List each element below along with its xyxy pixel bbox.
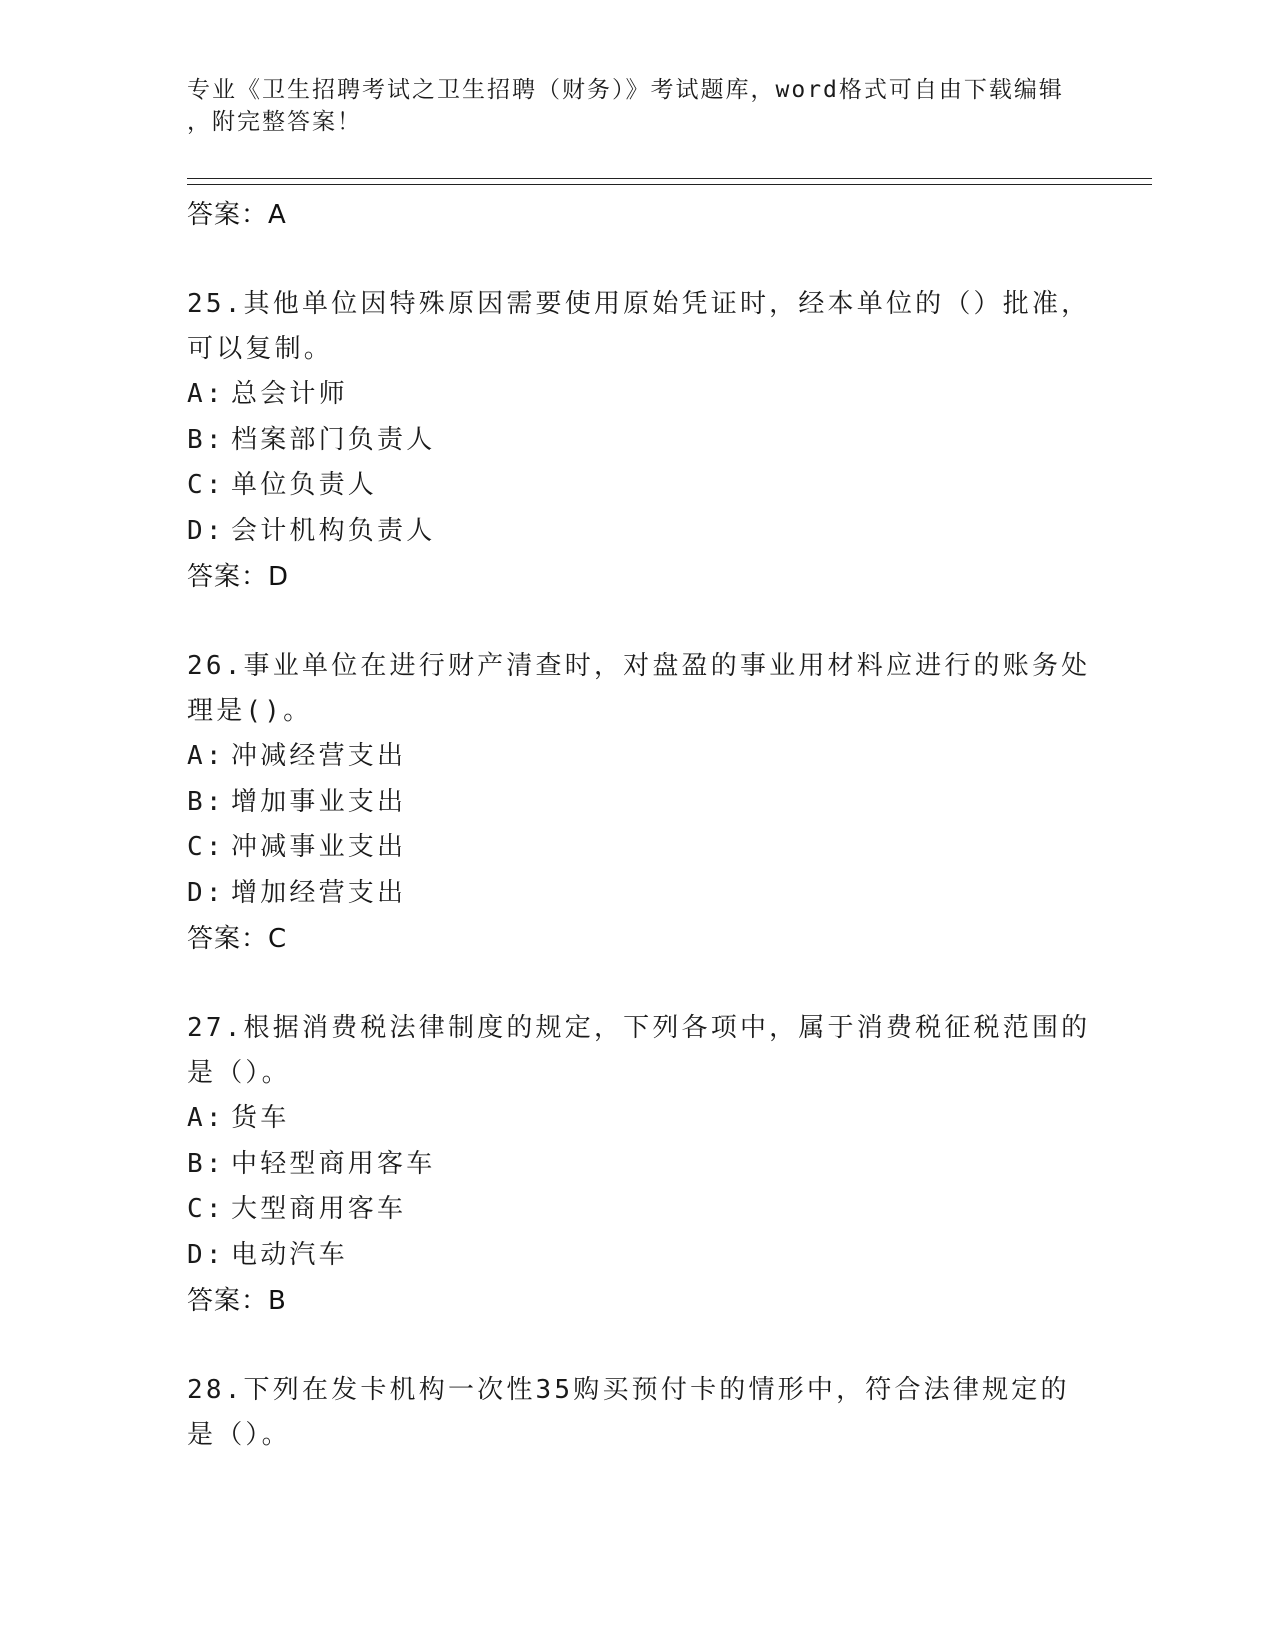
question-stem <box>187 282 1091 372</box>
header-line-2: ，附完整答案！ <box>187 109 362 135</box>
option-text: 冲减经营支出 <box>231 741 407 771</box>
option-letter: A: <box>187 379 225 409</box>
option-text: 电动汽车 <box>231 1239 348 1270</box>
option-d <box>187 1233 1087 1279</box>
option-letter: B: <box>187 786 225 817</box>
question-stem-line-2: 是（）。 <box>187 1420 291 1450</box>
question-stem-line-2: 可以复制。 <box>187 334 334 364</box>
option-text: 大型商用客车 <box>231 1194 407 1224</box>
option-c <box>187 825 1087 871</box>
answer-line: 答案：C <box>187 924 288 954</box>
option-a <box>187 372 1087 418</box>
question-stem-line-1: 26.事业单位在进行财产清查时，对盘盈的事业用材料应进行的账务处 <box>187 651 1091 681</box>
question-list <box>187 192 1091 1458</box>
option-a <box>187 1096 1087 1142</box>
option-text: 单位负责人 <box>231 470 378 500</box>
answer-line: 答案：A <box>187 200 287 230</box>
question-stem-line-1: 28.下列在发卡机构一次性35购买预付卡的情形中，符合法律规定的 <box>187 1375 1070 1405</box>
page-header <box>187 74 1067 138</box>
answer-line: 答案：D <box>187 562 290 592</box>
question-27 <box>187 1006 1091 1324</box>
question-stem <box>187 644 1091 734</box>
option-letter: B: <box>187 424 225 455</box>
option-letter: B: <box>187 1148 225 1179</box>
question-stem-line-2: 理是()。 <box>187 696 313 726</box>
option-letter: C: <box>187 470 225 500</box>
option-text: 会计机构负责人 <box>231 515 436 546</box>
question-stem <box>187 1368 1087 1458</box>
option-text: 冲减事业支出 <box>231 832 407 862</box>
question-26 <box>187 644 1091 962</box>
option-letter: A: <box>187 741 225 771</box>
option-d <box>187 871 1087 917</box>
option-text: 总会计师 <box>231 379 348 409</box>
question-stem <box>187 1006 1091 1096</box>
option-letter: C: <box>187 1194 225 1224</box>
question-25 <box>187 282 1091 600</box>
option-text: 货车 <box>231 1103 290 1133</box>
header-divider <box>187 178 1152 185</box>
option-text: 增加事业支出 <box>231 786 407 817</box>
option-letter: A: <box>187 1103 225 1133</box>
option-text: 中轻型商用客车 <box>231 1148 436 1179</box>
option-c <box>187 463 1087 509</box>
option-letter: D: <box>187 877 225 908</box>
option-text: 增加经营支出 <box>231 877 407 908</box>
option-b <box>187 1142 1087 1188</box>
option-letter: C: <box>187 832 225 862</box>
option-text: 档案部门负责人 <box>231 424 436 455</box>
option-c <box>187 1187 1087 1233</box>
answer-line: 答案：B <box>187 1286 287 1316</box>
option-b <box>187 780 1087 826</box>
option-b <box>187 418 1087 464</box>
header-line-1: 专业《卫生招聘考试之卫生招聘（财务）》考试题库，word格式可自由下载编辑 <box>187 77 1064 103</box>
option-letter: D: <box>187 515 225 546</box>
option-letter: D: <box>187 1239 225 1270</box>
question-28 <box>187 1368 1087 1458</box>
question-stem-line-1: 25.其他单位因特殊原因需要使用原始凭证时，经本单位的（）批准， <box>187 289 1091 319</box>
question-stem-line-2: 是（）。 <box>187 1058 291 1088</box>
option-d <box>187 509 1087 555</box>
question-stem-line-1: 27.根据消费税法律制度的规定，下列各项中，属于消费税征税范围的 <box>187 1013 1091 1043</box>
option-a <box>187 734 1087 780</box>
